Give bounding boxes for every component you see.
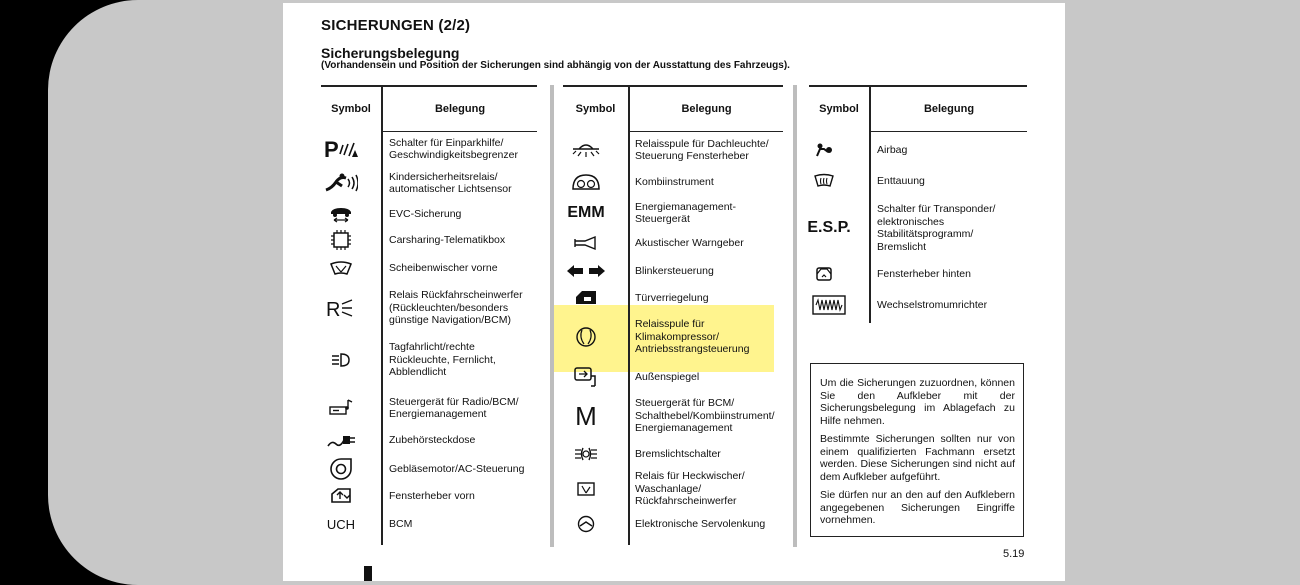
fuse-row (321, 285, 537, 331)
fuse-row (809, 135, 1027, 165)
fuse-label: Relaisspule für Dachleuchte/ Steuerung Fensterheber (635, 137, 769, 162)
radio-icon (321, 391, 361, 425)
fuse-label: Fensterheber hinten (877, 267, 971, 280)
fuse-row (321, 255, 537, 281)
fuse-label: Energiemanagement- Steuergerät (635, 200, 736, 225)
fuse-label: BCM (389, 517, 413, 530)
fuse-label: Schalter für Einparkhilfe/ Geschwindigkeitsbegrenzer (389, 136, 518, 161)
fuse-row (321, 427, 537, 453)
fuse-row (321, 511, 537, 537)
fuse-row (321, 133, 537, 165)
headlight-icon (321, 337, 361, 383)
blower-icon (321, 453, 361, 485)
info-paragraph: Sie dürfen nur an den auf den Aufklebern angegebenen Sicherungen Eingriffe vornehmen. (820, 489, 1015, 526)
defrost-icon (809, 167, 839, 195)
m-icon: M (575, 400, 597, 431)
fuse-row (563, 511, 783, 537)
fuse-label: Airbag (877, 143, 908, 156)
page-title: SICHERUNGEN (2/2) (321, 17, 471, 34)
airbag-icon (809, 135, 839, 165)
fuse-label: Tagfahrlicht/rechte Rückleuchte, Fernlicht, Abblendlicht (389, 341, 496, 379)
column-divider (793, 85, 797, 547)
fuse-label: Steuergerät für Radio/BCM/ Energiemanagement (389, 395, 519, 420)
evc-car-icon (321, 201, 361, 227)
header-assignment: Belegung (923, 103, 975, 115)
fuse-row (321, 337, 537, 383)
esp-icon: E.S.P. (807, 219, 851, 236)
fuse-row (563, 363, 783, 391)
emm-icon: EMM (567, 204, 605, 221)
plug-icon (321, 427, 361, 453)
child-safety-icon (321, 167, 361, 199)
info-box (810, 363, 1024, 537)
rear-window-lifter-icon (809, 261, 839, 287)
rear-wiper-icon (563, 469, 609, 509)
fuse-row (563, 257, 783, 285)
header-symbol: Symbol (331, 103, 371, 115)
fuse-label: EVC-Sicherung (389, 207, 462, 220)
park-assist-icon (321, 133, 361, 165)
bcm-icon: UCH (326, 516, 356, 532)
fuse-row (321, 483, 537, 509)
fuse-label: Kombiinstrument (635, 175, 714, 188)
fuse-label: Kindersicherheitsrelais/ automatischer Lichtsensor (389, 170, 512, 195)
fuse-row (809, 201, 1027, 255)
fuse-row (563, 469, 783, 509)
fuse-label: Schalter für Transponder/ elektronisches Stabilitätsprogramm/ Bremslicht (877, 203, 996, 253)
fuse-label: Zubehörsteckdose (389, 433, 476, 446)
fuse-label: Relaisspule für Klimakompressor/ Antriebsstrangsteuerung (635, 318, 750, 356)
page-marker (364, 566, 372, 581)
page-subtitle: Sicherungsbelegung (321, 45, 460, 61)
door-lock-icon (563, 285, 609, 311)
fuse-row (321, 453, 537, 485)
fuse-label: Wechselstromumrichter (877, 298, 988, 311)
info-paragraph: Um die Sicherungen zuzuordnen, können Sie den Aufkleber mit der Sicherungsbelegung im Ablagefach zu Hilfe nehmen. (820, 377, 1015, 427)
fuse-label: Steuergerät für BCM/ Schalthebel/Kombiinstrument/ Energiemanagement (635, 397, 775, 435)
inverter-icon (809, 291, 849, 319)
fuse-label: Gebläsemotor/AC-Steuerung (389, 462, 525, 475)
ceiling-light-icon (563, 133, 609, 167)
fuse-label: Elektronische Servolenkung (635, 517, 766, 530)
fuse-row (321, 201, 537, 227)
info-paragraph: Bestimmte Sicherungen sollten nur von einem qualifizierten Fachmann ersetzt werden. Diese Sicherungen sind nicht auf dem Aufkleber aufgeführt. (820, 433, 1015, 483)
horn-icon (563, 231, 609, 255)
fuse-row (321, 227, 537, 253)
fuse-label: Türverriegelung (635, 291, 709, 304)
fuse-label: Blinkersteuerung (635, 264, 714, 277)
fuse-label: Scheibenwischer vorne (389, 261, 498, 274)
fuse-label: Relais für Heckwischer/ Waschanlage/ Rückfahrscheinwerfer (635, 470, 745, 508)
fuse-row (321, 391, 537, 425)
fuse-row (563, 231, 783, 255)
fuse-row (809, 167, 1027, 195)
fuse-row (563, 133, 783, 167)
brake-light-icon (563, 441, 609, 467)
manual-page (283, 3, 1065, 581)
column-divider (550, 85, 554, 547)
chip-icon (321, 227, 361, 253)
page-note: (Vorhandensein und Position der Sicherungen sind abhängig von der Ausstattung des Fahrzeugs). (321, 60, 790, 71)
fuse-label: Enttauung (877, 174, 925, 187)
fuse-row (563, 197, 783, 229)
front-wiper-icon (321, 255, 361, 281)
fuse-label: Carsharing-Telematikbox (389, 233, 506, 246)
fuse-row (563, 169, 783, 195)
svg-text:R: R (326, 299, 341, 319)
header-symbol: Symbol (819, 103, 859, 115)
fuse-row (563, 313, 783, 361)
fuse-row (563, 441, 783, 467)
svg-text:P: P (324, 138, 339, 160)
header-assignment: Belegung (681, 103, 732, 115)
instrument-cluster-icon (563, 169, 609, 195)
mirror-icon (563, 363, 609, 391)
fuse-row (809, 291, 1027, 319)
reversing-light-icon (321, 285, 361, 331)
fuse-label: Fensterheber vorn (389, 489, 475, 502)
window-lifter-icon (321, 483, 361, 509)
header-symbol: Symbol (575, 103, 616, 115)
fuse-label: Außenspiegel (635, 370, 700, 383)
header-assignment: Belegung (434, 103, 486, 115)
page-number: 5.19 (1003, 548, 1025, 560)
fuse-row (563, 285, 783, 311)
fuse-label: Relais Rückfahrscheinwerfer (Rückleuchten/besonders günstige Navigation/BCM) (389, 289, 523, 327)
fuse-row (809, 261, 1027, 287)
fuse-row (321, 167, 537, 199)
fuse-label: Akustischer Warngeber (635, 236, 744, 249)
fuse-label: Bremslichtschalter (635, 447, 721, 460)
steering-icon (563, 511, 609, 537)
turn-signal-icon (563, 257, 609, 285)
fuse-row (563, 393, 783, 439)
ac-compressor-icon (563, 313, 609, 361)
